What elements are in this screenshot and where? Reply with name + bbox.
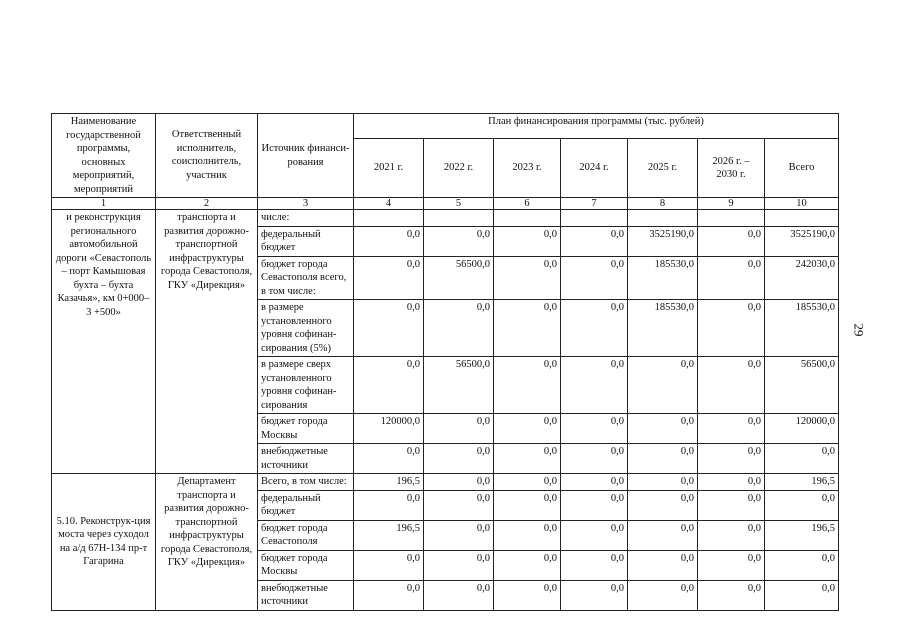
funding-value-col-6: 0,0	[494, 550, 561, 580]
funding-value-col-6: 0,0	[494, 226, 561, 256]
column-number-1: 1	[52, 198, 156, 210]
funding-value-col-9	[698, 210, 765, 227]
column-number-8: 8	[628, 198, 698, 210]
measure-name: и реконструкция регионального автомобильной дороги «Севастополь – порт Камышовая бухта – бухта Казачья», км 0+000–3 +500»	[52, 210, 156, 474]
column-number-10: 10	[765, 198, 839, 210]
column-number-6: 6	[494, 198, 561, 210]
funding-value-col-6: 0,0	[494, 520, 561, 550]
funding-value-col-5: 0,0	[424, 550, 494, 580]
funding-value-col-5: 0,0	[424, 226, 494, 256]
funding-value-col-7: 0,0	[561, 550, 628, 580]
funding-value-col-8: 0,0	[628, 414, 698, 444]
funding-value-col-7: 0,0	[561, 474, 628, 491]
funding-value-col-4: 0,0	[354, 357, 424, 414]
funding-value-col-8: 185530,0	[628, 256, 698, 300]
funding-value-col-10: 185530,0	[765, 300, 839, 357]
table-row	[52, 474, 839, 491]
funding-value-col-9: 0,0	[698, 256, 765, 300]
funding-value-col-10: 56500,0	[765, 357, 839, 414]
funding-value-col-10: 0,0	[765, 580, 839, 610]
funding-value-col-5: 0,0	[424, 490, 494, 520]
funding-value-col-5: 0,0	[424, 444, 494, 474]
funding-source: в размере установленного уровня софинан-сирования (5%)	[258, 300, 354, 357]
funding-value-col-9: 0,0	[698, 474, 765, 491]
funding-value-col-10: 196,5	[765, 520, 839, 550]
funding-value-col-7: 0,0	[561, 444, 628, 474]
funding-value-col-5	[424, 210, 494, 227]
funding-value-col-10: 242030,0	[765, 256, 839, 300]
funding-value-col-9: 0,0	[698, 550, 765, 580]
funding-value-col-8: 0,0	[628, 357, 698, 414]
page-number: 29	[851, 323, 867, 337]
header-plan: План финансирования программы (тыс. рублей)	[354, 114, 839, 139]
funding-value-col-4: 0,0	[354, 580, 424, 610]
header-year-2: 2022 г.	[424, 139, 494, 198]
header-executor: Ответственный исполнитель, соисполнитель, участник	[156, 114, 258, 198]
funding-value-col-8: 0,0	[628, 490, 698, 520]
funding-value-col-9: 0,0	[698, 444, 765, 474]
funding-value-col-9: 0,0	[698, 357, 765, 414]
funding-source: бюджет города Севастополя всего, в том числе:	[258, 256, 354, 300]
funding-value-col-7: 0,0	[561, 520, 628, 550]
funding-source: числе:	[258, 210, 354, 227]
funding-value-col-4: 0,0	[354, 226, 424, 256]
funding-value-col-10: 0,0	[765, 444, 839, 474]
funding-value-col-4: 0,0	[354, 490, 424, 520]
funding-source: внебюджетные источники	[258, 444, 354, 474]
funding-value-col-6: 0,0	[494, 580, 561, 610]
funding-value-col-10: 120000,0	[765, 414, 839, 444]
funding-value-col-9: 0,0	[698, 520, 765, 550]
funding-value-col-6: 0,0	[494, 444, 561, 474]
funding-value-col-7: 0,0	[561, 490, 628, 520]
funding-value-col-6: 0,0	[494, 414, 561, 444]
funding-value-col-7: 0,0	[561, 357, 628, 414]
funding-value-col-9: 0,0	[698, 414, 765, 444]
funding-value-col-9: 0,0	[698, 226, 765, 256]
funding-value-col-5: 0,0	[424, 580, 494, 610]
funding-value-col-4: 0,0	[354, 300, 424, 357]
funding-value-col-6: 0,0	[494, 474, 561, 491]
funding-source: федеральный бюджет	[258, 226, 354, 256]
funding-value-col-6: 0,0	[494, 256, 561, 300]
funding-value-col-4: 0,0	[354, 444, 424, 474]
funding-value-col-5: 0,0	[424, 300, 494, 357]
funding-value-col-8: 185530,0	[628, 300, 698, 357]
funding-value-col-5: 0,0	[424, 414, 494, 444]
funding-value-col-8: 0,0	[628, 520, 698, 550]
column-number-2: 2	[156, 198, 258, 210]
funding-source: бюджет города Москвы	[258, 550, 354, 580]
funding-value-col-4: 196,5	[354, 474, 424, 491]
funding-value-col-5: 56500,0	[424, 357, 494, 414]
financing-table	[51, 113, 839, 611]
funding-value-col-4: 0,0	[354, 550, 424, 580]
funding-value-col-7: 0,0	[561, 226, 628, 256]
funding-value-col-9: 0,0	[698, 490, 765, 520]
funding-value-col-8: 3525190,0	[628, 226, 698, 256]
funding-value-col-7	[561, 210, 628, 227]
header-year-5: 2025 г.	[628, 139, 698, 198]
funding-value-col-9: 0,0	[698, 580, 765, 610]
funding-value-col-4: 120000,0	[354, 414, 424, 444]
funding-value-col-6: 0,0	[494, 357, 561, 414]
table-row	[52, 210, 839, 227]
funding-value-col-8: 0,0	[628, 444, 698, 474]
funding-value-col-5: 0,0	[424, 474, 494, 491]
funding-source: бюджет города Москвы	[258, 414, 354, 444]
funding-value-col-6: 0,0	[494, 300, 561, 357]
funding-value-col-7: 0,0	[561, 256, 628, 300]
funding-value-col-6	[494, 210, 561, 227]
column-number-3: 3	[258, 198, 354, 210]
column-numbers-row	[52, 198, 839, 210]
funding-value-col-10	[765, 210, 839, 227]
header-year-4: 2024 г.	[561, 139, 628, 198]
funding-source: федеральный бюджет	[258, 490, 354, 520]
funding-value-col-10: 196,5	[765, 474, 839, 491]
header-source: Источник финанси-рования	[258, 114, 354, 198]
funding-value-col-10: 3525190,0	[765, 226, 839, 256]
funding-value-col-4: 0,0	[354, 256, 424, 300]
funding-source: Всего, в том числе:	[258, 474, 354, 491]
header-year-1: 2021 г.	[354, 139, 424, 198]
header-year-3: 2023 г.	[494, 139, 561, 198]
funding-value-col-9: 0,0	[698, 300, 765, 357]
funding-value-col-10: 0,0	[765, 490, 839, 520]
funding-source: внебюджетные источники	[258, 580, 354, 610]
column-number-4: 4	[354, 198, 424, 210]
header-year-7: Всего	[765, 139, 839, 198]
funding-value-col-7: 0,0	[561, 580, 628, 610]
funding-value-col-8: 0,0	[628, 550, 698, 580]
funding-value-col-5: 56500,0	[424, 256, 494, 300]
funding-value-col-7: 0,0	[561, 300, 628, 357]
funding-source: бюджет города Севастополя	[258, 520, 354, 550]
funding-value-col-8	[628, 210, 698, 227]
column-number-7: 7	[561, 198, 628, 210]
funding-value-col-5: 0,0	[424, 520, 494, 550]
funding-value-col-8: 0,0	[628, 474, 698, 491]
funding-value-col-8: 0,0	[628, 580, 698, 610]
column-number-5: 5	[424, 198, 494, 210]
funding-value-col-10: 0,0	[765, 550, 839, 580]
measure-executor: Департамент транспорта и развития дорожно-транспортной инфраструктуры города Севастополя, ГКУ «Дирекция»	[156, 474, 258, 611]
header-row-1	[52, 114, 839, 139]
funding-value-col-7: 0,0	[561, 414, 628, 444]
measure-name: 5.10. Реконструк-ция моста через суходол на а/д 67Н-134 пр-т Гагарина	[52, 474, 156, 611]
funding-source: в размере сверх установленного уровня софинан-сирования	[258, 357, 354, 414]
column-number-9: 9	[698, 198, 765, 210]
measure-executor: транспорта и развития дорожно-транспортной инфраструктуры города Севастополя, ГКУ «Дирекция»	[156, 210, 258, 474]
header-year-6: 2026 г. – 2030 г.	[698, 139, 765, 198]
funding-value-col-6: 0,0	[494, 490, 561, 520]
header-name: Наименование государственной программы, основных мероприятий, мероприятий	[52, 114, 156, 198]
funding-value-col-4: 196,5	[354, 520, 424, 550]
funding-value-col-4	[354, 210, 424, 227]
